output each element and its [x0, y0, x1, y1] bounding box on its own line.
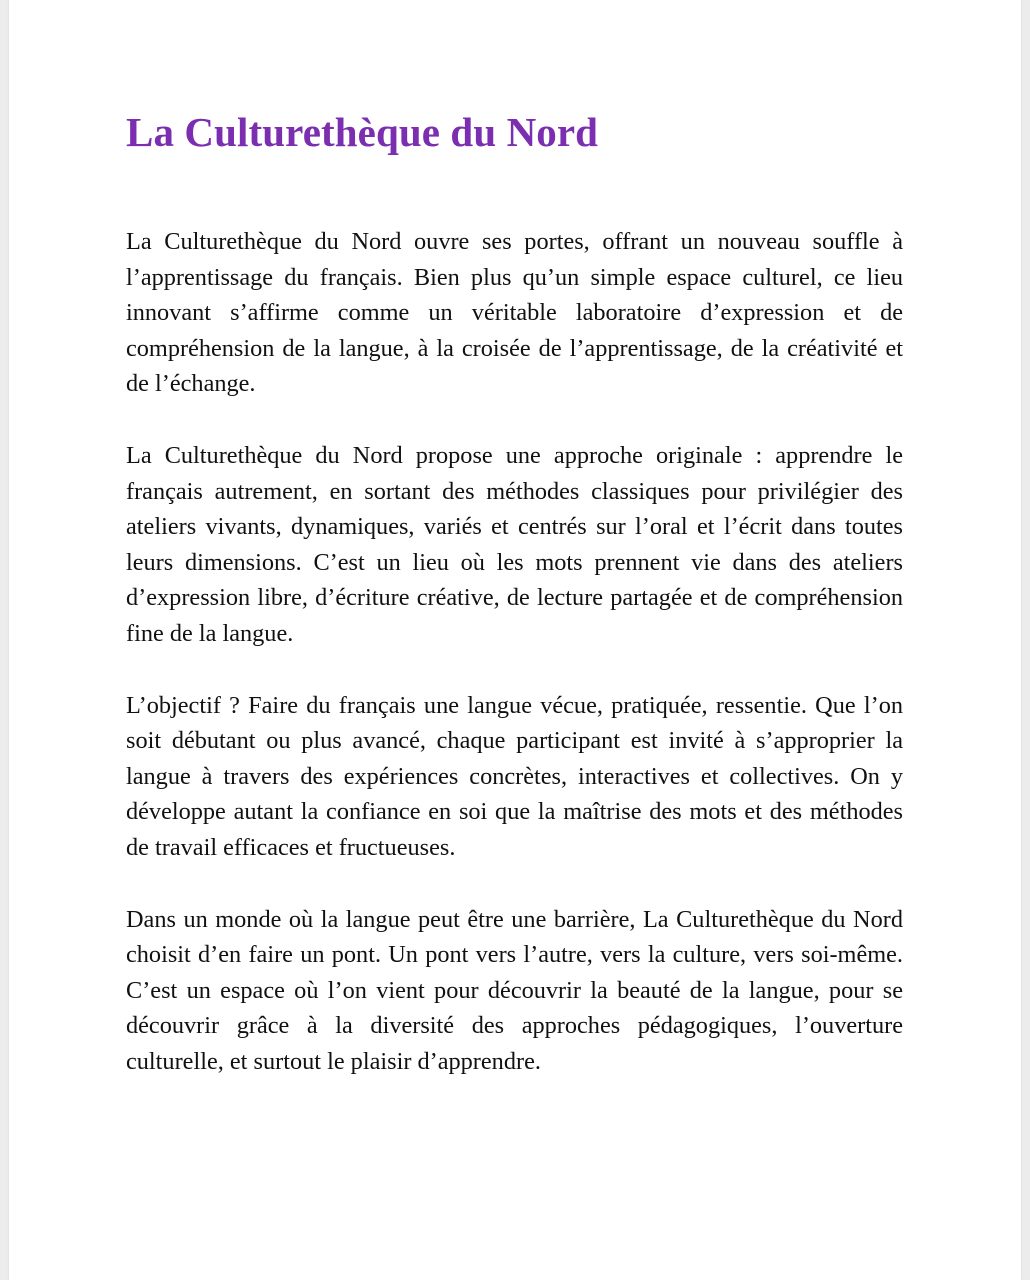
document-body [126, 224, 903, 1079]
document-page [9, 0, 1021, 1280]
document-title: La Culturethèque du Nord [126, 109, 599, 155]
document-content [126, 108, 903, 1079]
paragraph-intro: La Culturethèque du Nord ouvre ses portes, offrant un nouveau souffle à l’apprentissage du français. Bien plus qu’un simple espace culturel, ce lieu innovant s’affirme comme un véritable laboratoire d’expression et de compréhension de la langue, à la croisée de l’apprentissage, de la créativité et de l’échange. [126, 228, 903, 398]
paragraph-conclusion: Dans un monde où la langue peut être une barrière, La Culturethèque du Nord choisit d’en faire un pont. Un pont vers l’autre, vers la culture, vers soi-même. C’est un espace où l’on vient pour découvrir la beauté de la langue, pour se découvrir grâce à la diversité des approches pédagogiques, l’ouverture culturelle, et surtout le plaisir d’apprendre. [126, 905, 903, 1075]
paragraph-approach: La Culturethèque du Nord propose une approche originale : apprendre le français autrement, en sortant des méthodes classiques pour privilégier des ateliers vivants, dynamiques, variés et centrés sur l’oral et l’écrit dans toutes leurs dimensions. C’est un lieu où les mots prennent vie dans des ateliers d’expression libre, d’écriture créative, de lecture partagée et de compréhension fine de la langue. [126, 441, 903, 647]
paragraph-objective: L’objectif ? Faire du français une langue vécue, pratiquée, ressentie. Que l’on soit débutant ou plus avancé, chaque participant est invité à s’approprier la langue à travers des expériences concrètes, interactives et collectives. On y développe autant la confiance en soi que la maîtrise des mots et des méthodes de travail efficaces et fructueuses. [126, 691, 903, 861]
